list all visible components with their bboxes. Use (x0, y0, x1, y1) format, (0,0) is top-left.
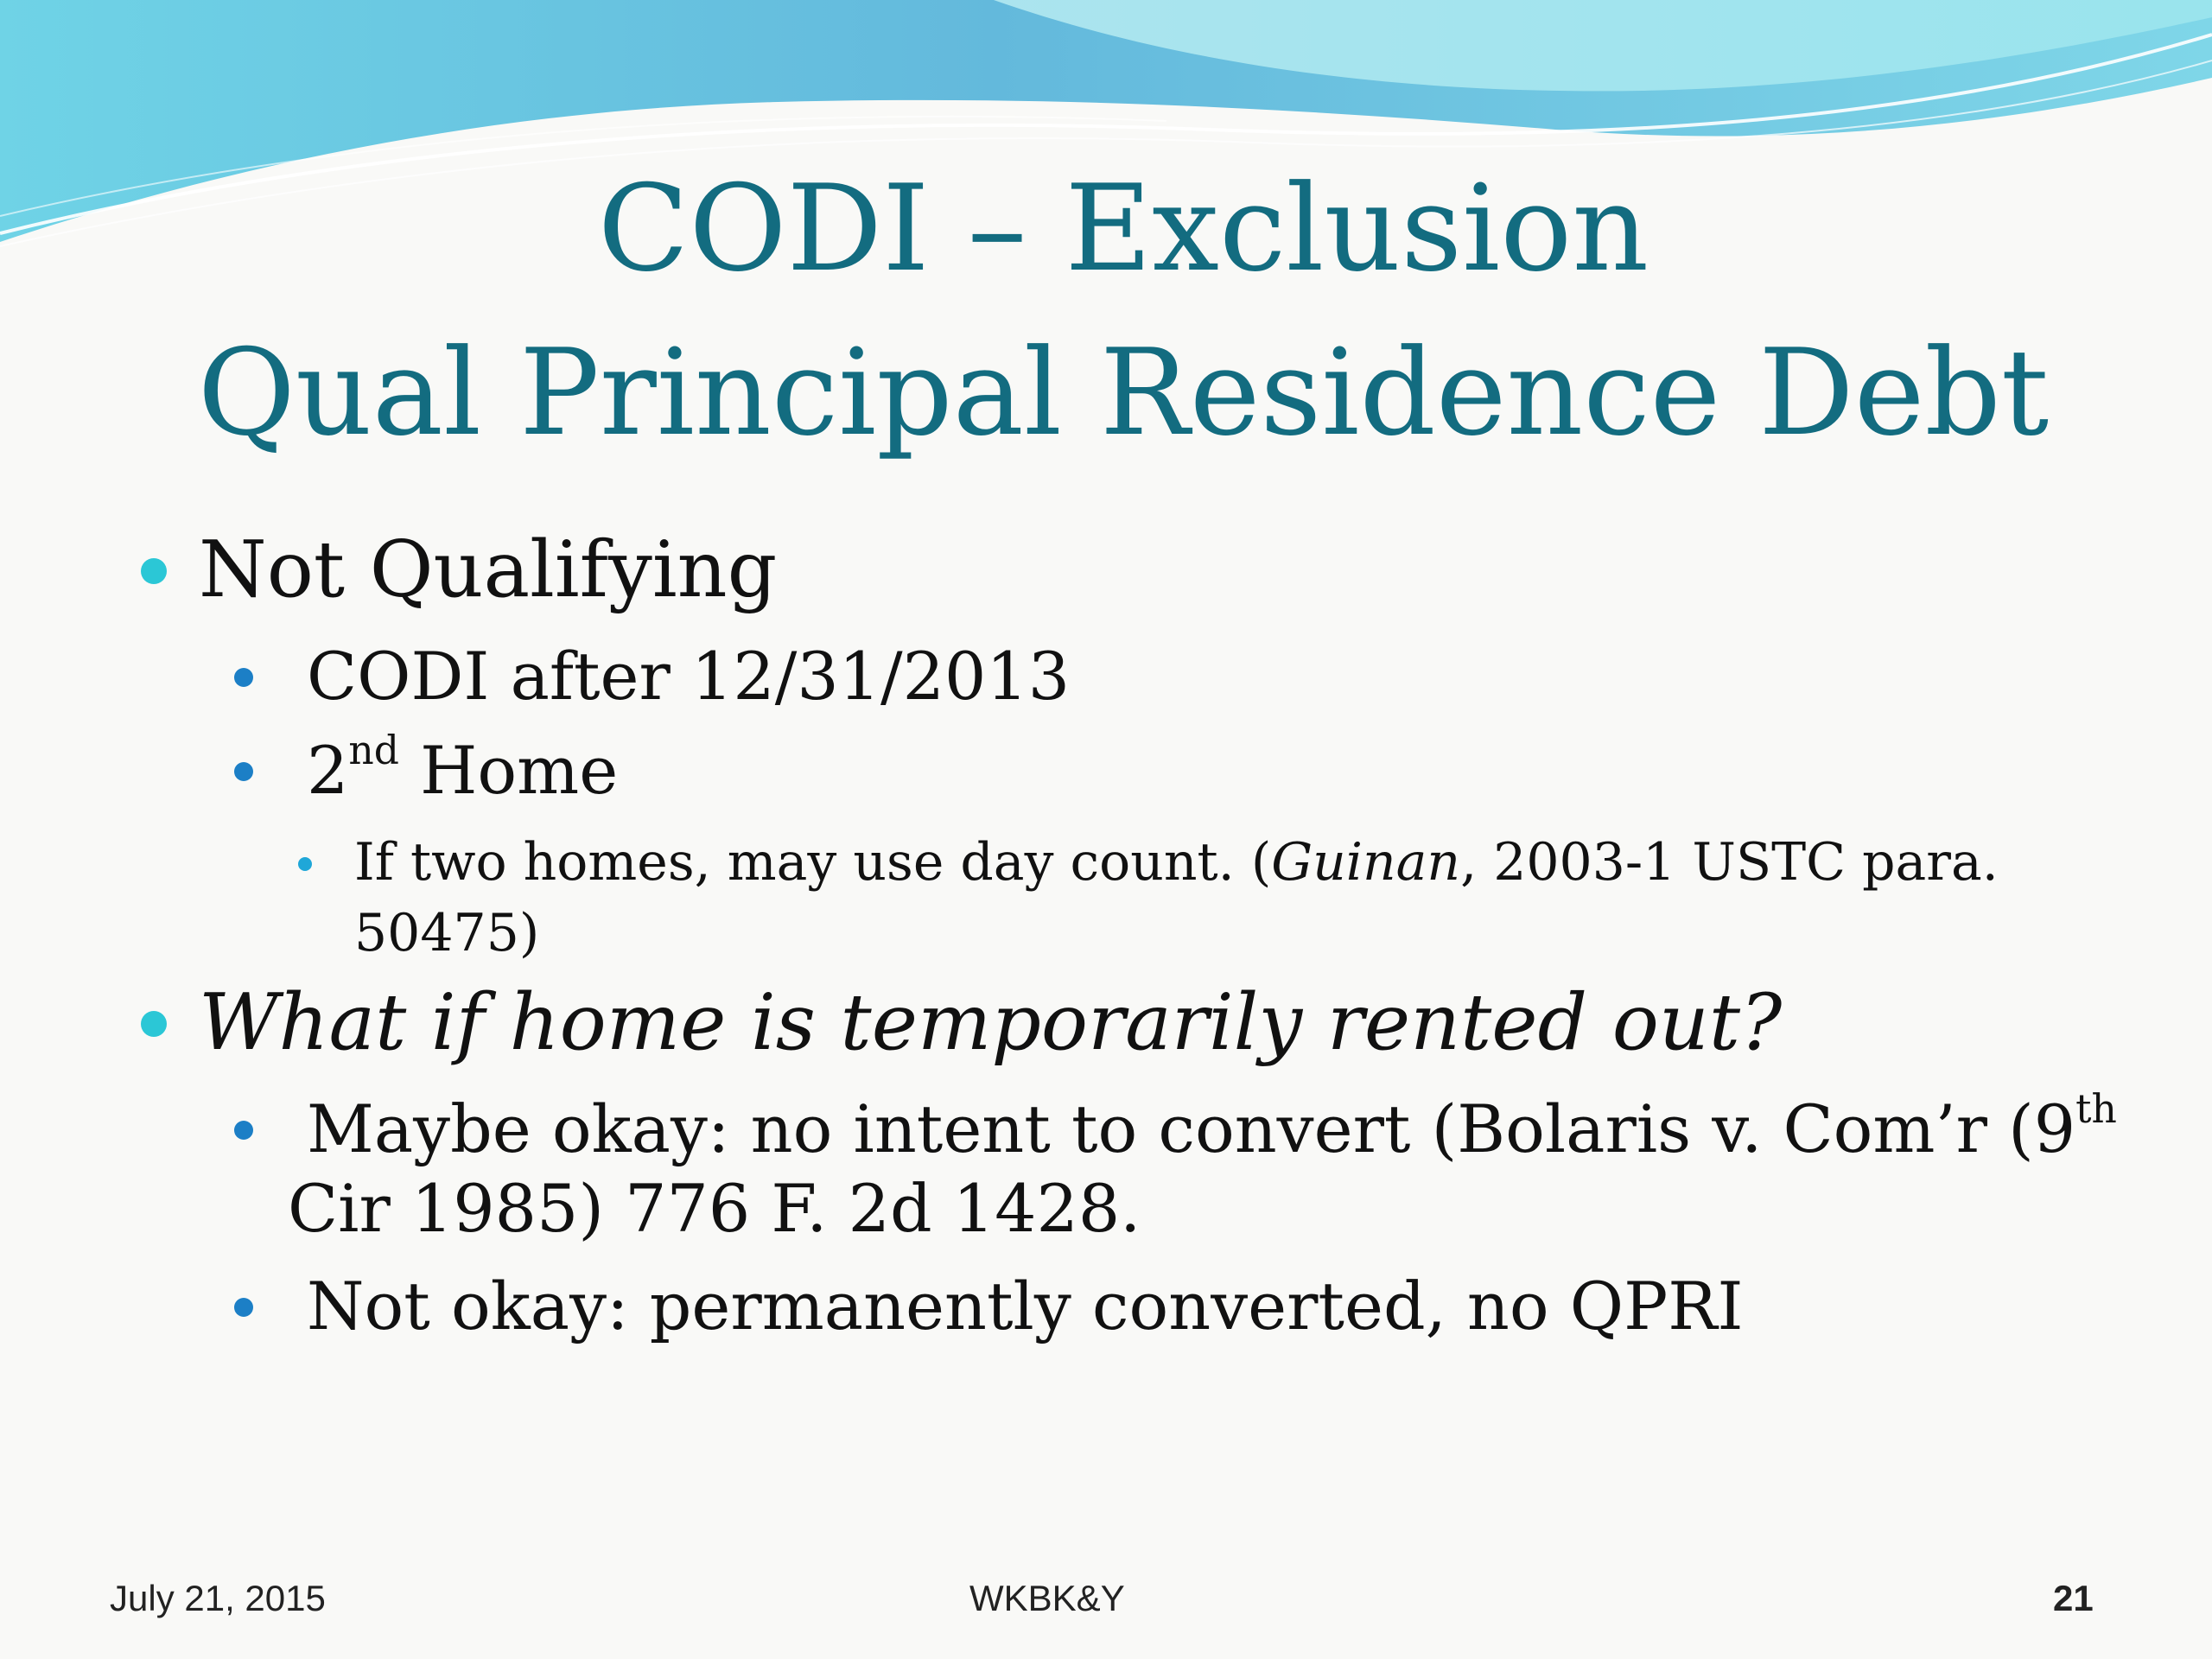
bullet-two-homes-continued: 50475) (354, 903, 540, 963)
slide-title-line-2: Qual Principal Residence Debt (197, 323, 2050, 462)
second-home-superscript: nd (348, 727, 399, 773)
slide-title-line-1: CODI – Exclusion (597, 159, 1649, 298)
two-homes-text-b: , 2003-1 USTC para. (1460, 832, 1999, 893)
two-homes-text-a: If two homes, may use day count. ( (354, 832, 1272, 893)
bullet-dot-level2 (234, 762, 253, 781)
footer-center-text: WKBK&Y (969, 1578, 1125, 1618)
bullet-dot-level1 (141, 558, 167, 584)
bullet-codi-after: CODI after 12/31/2013 (307, 638, 1071, 715)
footer-date: July 21, 2015 (110, 1578, 326, 1618)
bullet-two-homes (354, 828, 1999, 897)
bullet-not-okay: Not okay: permanently converted, no QPRI (307, 1268, 1744, 1344)
bullet-dot-level2 (234, 1121, 253, 1140)
two-homes-case-name: Guinan (1271, 832, 1461, 893)
bullet-maybe-okay (307, 1085, 2117, 1169)
bullet-dot-level2 (234, 668, 253, 687)
maybe-okay-text-a: Maybe okay: no intent to convert (Bolaris v. Com’r (9 (307, 1090, 2076, 1167)
footer-page-number: 21 (2053, 1578, 2094, 1618)
maybe-okay-superscript: th (2075, 1085, 2117, 1132)
bullet-dot-level1 (141, 1011, 167, 1037)
bullet-dot-level2 (234, 1298, 253, 1317)
bullet-maybe-okay-continued: Cir 1985) 776 F. 2d 1428. (288, 1170, 1141, 1247)
second-home-text: Home (420, 732, 619, 809)
bullet-dot-level3 (298, 857, 312, 871)
second-home-number: 2 (307, 732, 349, 809)
bullet-what-if: What if home is temporarily rented out? (199, 977, 1783, 1068)
bullet-second-home (307, 727, 619, 810)
bullet-not-qualifying: Not Qualifying (199, 524, 778, 615)
